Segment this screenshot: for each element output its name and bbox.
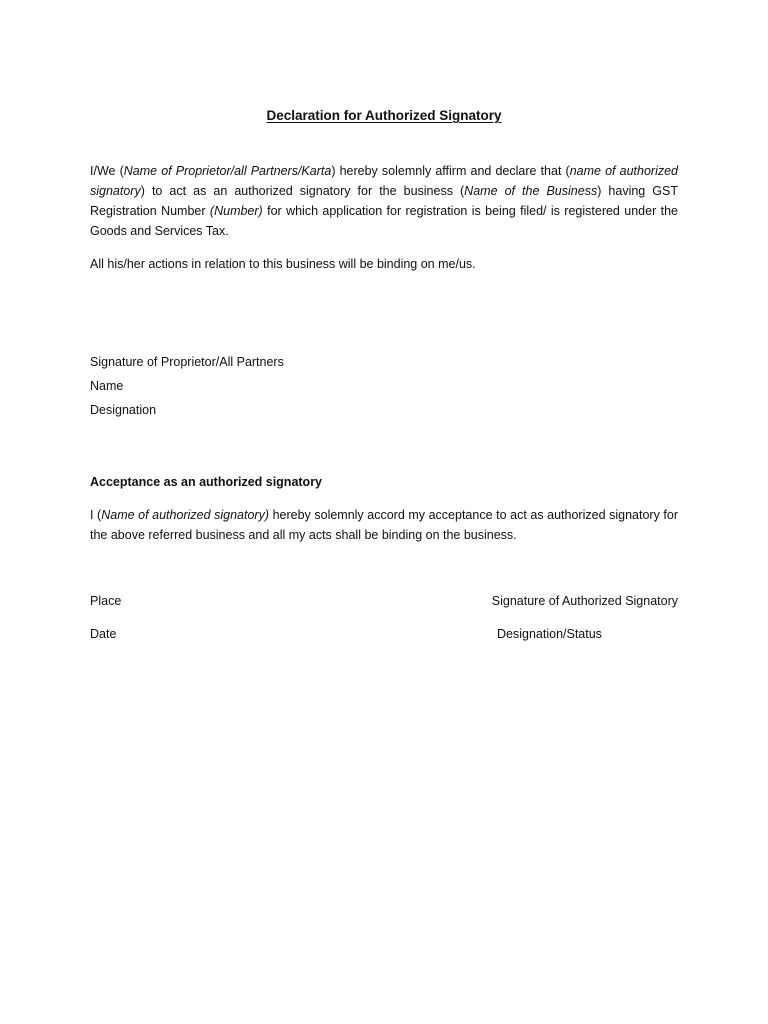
declaration-text-5: for which application for registration is being filed/ is registered under the Goods and Services Tax. <box>90 204 678 238</box>
acceptance-heading: Acceptance as an authorized signatory <box>90 475 323 489</box>
proprietor-signature-label: Signature of Proprietor/All Partners <box>90 355 284 369</box>
declaration-text-4: ) having GST Registration Number <box>90 184 678 218</box>
acceptance-text-2: hereby solemnly accord my acceptance to act as authorized signatory for the above referred business and all my acts shall be binding on the business. <box>90 508 678 542</box>
declaration-text-1: I/We ( <box>90 164 124 178</box>
signatory-name-placeholder: name of authorized signatory <box>90 164 678 198</box>
authorized-signature-label: Signature of Authorized Signatory <box>491 594 678 608</box>
business-name-placeholder: Name of the Business <box>464 184 598 198</box>
gst-number-placeholder: (Number) <box>209 204 263 218</box>
declaration-paragraph <box>90 161 678 241</box>
acceptance-text-1: I ( <box>90 508 102 522</box>
place-label: Place <box>90 594 122 608</box>
declaration-text-2: ) hereby solemnly affirm and declare that ( <box>331 164 570 178</box>
declaration-text-3: ) to act as an authorized signatory for the business ( <box>140 184 465 198</box>
acceptance-paragraph <box>90 505 678 545</box>
document-title: Declaration for Authorized Signatory <box>266 108 502 123</box>
acceptance-signatory-placeholder: Name of authorized signatory) <box>101 508 269 522</box>
name-label: Name <box>90 379 124 393</box>
date-label: Date <box>90 627 117 641</box>
proprietor-placeholder: Name of Proprietor/all Partners/Karta <box>123 164 332 178</box>
designation-status-label: Designation/Status <box>497 627 602 641</box>
designation-label: Designation <box>90 403 157 417</box>
binding-statement: All his/her actions in relation to this business will be binding on me/us. <box>90 257 476 271</box>
